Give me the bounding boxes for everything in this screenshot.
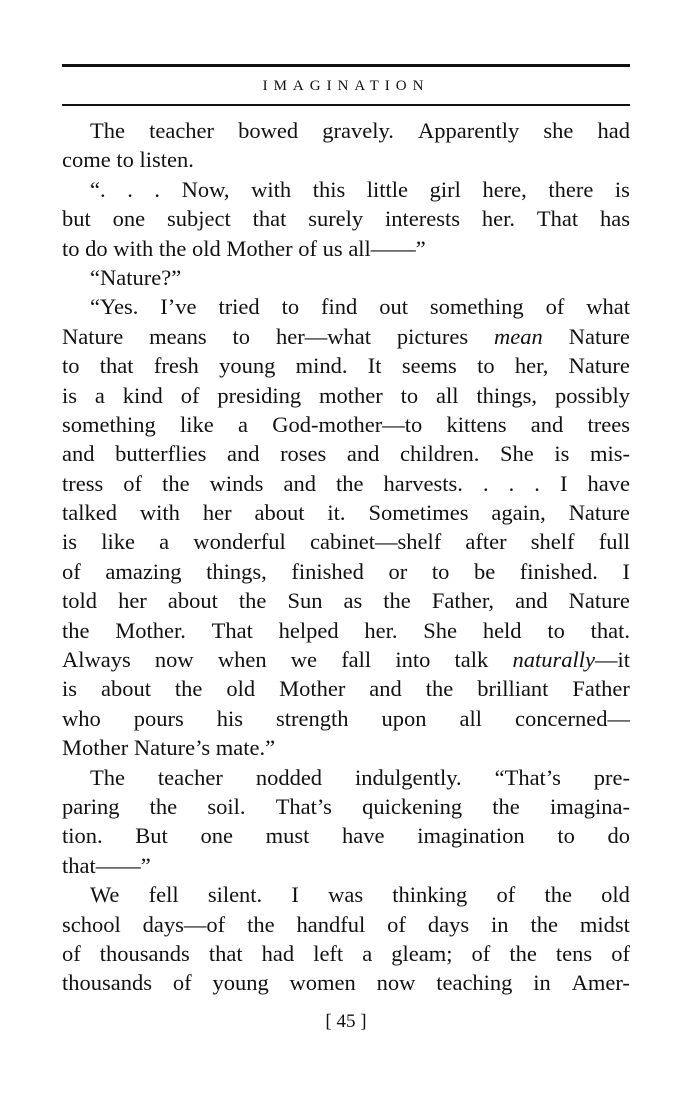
word: But <box>135 823 168 849</box>
word: and <box>515 588 548 614</box>
word: here, <box>482 176 527 202</box>
word: of <box>180 382 200 408</box>
word: her, <box>514 353 549 379</box>
word: and <box>369 676 402 702</box>
word: fresh <box>153 353 199 379</box>
word: the <box>492 793 520 819</box>
word: in <box>533 970 551 996</box>
word: the <box>174 676 203 702</box>
word: the <box>247 911 275 937</box>
word: The <box>90 118 125 143</box>
word: Apparently <box>418 118 520 143</box>
word: days—of <box>142 911 226 937</box>
word: Nature <box>62 323 124 349</box>
word: mind. <box>295 353 348 379</box>
word: of <box>123 470 143 496</box>
word: who <box>62 705 101 731</box>
word: things, <box>476 382 538 408</box>
text-line <box>62 234 630 263</box>
running-head: IMAGINATION <box>262 78 430 94</box>
word: Sometimes <box>368 500 469 526</box>
text-line <box>62 263 630 292</box>
word: a <box>238 411 248 437</box>
text-line <box>62 292 630 321</box>
text-line <box>62 733 630 762</box>
word: pre- <box>593 764 630 790</box>
word: teacher <box>149 118 215 143</box>
word: midst <box>579 911 630 937</box>
body-text <box>62 116 630 998</box>
word: must <box>265 823 310 849</box>
word: harvests. <box>383 470 463 496</box>
word: to <box>62 235 80 261</box>
word: days <box>427 911 470 937</box>
word: teacher <box>157 764 223 790</box>
word: mis- <box>589 441 630 467</box>
word: her <box>118 588 147 614</box>
word: “Yes. <box>90 294 139 320</box>
word: her <box>202 500 232 526</box>
word: wonderful <box>193 529 286 555</box>
word: I <box>559 470 568 496</box>
text-line <box>62 910 630 939</box>
word: naturally—it <box>512 647 630 673</box>
word: like <box>101 529 135 555</box>
word: of <box>611 940 630 966</box>
word: She <box>499 441 534 467</box>
word: the <box>149 793 178 819</box>
word: silent. <box>207 882 263 908</box>
word: Always <box>62 647 131 673</box>
word: God-mother—to <box>272 411 423 437</box>
word: Mother <box>62 735 129 761</box>
word: all <box>436 382 459 408</box>
word: the <box>425 676 454 702</box>
word: of <box>496 882 516 908</box>
word: . <box>508 470 515 496</box>
word: what <box>586 294 630 320</box>
word: . <box>127 176 133 202</box>
word: pictures <box>396 323 469 349</box>
word: the <box>336 470 364 496</box>
text-line <box>62 674 630 703</box>
word: of <box>62 940 81 966</box>
word: a <box>362 940 373 966</box>
word: . <box>154 176 161 202</box>
word: do <box>607 823 630 849</box>
word: that <box>99 353 134 379</box>
word: the <box>62 617 90 643</box>
word: old <box>601 882 630 908</box>
word: is <box>62 529 78 555</box>
word: now <box>154 647 194 673</box>
word: of <box>387 911 406 937</box>
word: thousands <box>99 940 190 966</box>
word: into <box>395 647 431 673</box>
word: Now, <box>181 176 230 202</box>
text-line <box>62 527 630 556</box>
text-line <box>62 145 630 174</box>
word: roses <box>280 441 327 467</box>
word: the <box>162 470 190 496</box>
word: children. <box>400 441 480 467</box>
text-line <box>62 645 630 674</box>
word: do <box>85 235 108 261</box>
word: again, <box>491 500 546 526</box>
word: to <box>62 353 80 379</box>
text-line <box>62 792 630 821</box>
word: to <box>400 382 419 408</box>
word: We <box>90 882 120 908</box>
word: a <box>94 382 105 408</box>
word: brilliant <box>477 676 549 702</box>
word: young <box>212 970 269 996</box>
word: and <box>283 470 316 496</box>
word: of <box>172 970 192 996</box>
word: old <box>226 676 256 702</box>
word: of <box>62 558 81 584</box>
word: Mother <box>226 235 293 261</box>
word: something <box>429 294 524 320</box>
word: paring <box>62 793 120 819</box>
word: fell <box>148 882 179 908</box>
text-line <box>62 381 630 410</box>
header-rule-bottom <box>62 104 630 106</box>
word: something <box>62 411 156 437</box>
word: thousands <box>62 970 152 996</box>
word: and <box>62 441 95 467</box>
word: little <box>366 176 409 202</box>
word: school <box>62 911 121 937</box>
word: gravely. <box>322 118 394 143</box>
word: a <box>159 529 170 555</box>
word: nodded <box>255 764 323 790</box>
word: to <box>116 147 134 173</box>
word: in <box>491 911 509 937</box>
word: is <box>554 441 570 467</box>
word: or <box>388 558 408 584</box>
word: of <box>471 940 491 966</box>
text-line <box>62 851 630 880</box>
word: It <box>367 353 382 379</box>
word: that. <box>590 617 630 643</box>
word: talked <box>62 500 117 526</box>
word: held <box>482 617 522 643</box>
word: butterflies <box>115 441 207 467</box>
word: young <box>219 353 276 379</box>
word: strength <box>276 705 349 731</box>
word: she <box>543 118 574 143</box>
word: soil. <box>207 793 246 819</box>
word: subject <box>166 206 231 232</box>
word: cabinet—shelf <box>310 529 442 555</box>
text-line <box>62 498 630 527</box>
word: listen. <box>139 147 194 173</box>
word: gleam; <box>391 940 453 966</box>
word: trees <box>587 411 630 437</box>
word: women <box>289 970 356 996</box>
text-line <box>62 322 630 351</box>
word: Amer- <box>571 970 630 996</box>
word: of <box>298 235 318 261</box>
word: thinking <box>392 882 468 908</box>
word: had <box>597 118 630 143</box>
word: kittens <box>446 411 507 437</box>
word: but <box>62 206 91 232</box>
word: had <box>261 940 295 966</box>
word: with <box>139 500 180 526</box>
word: to <box>547 617 565 643</box>
word: this <box>312 176 346 202</box>
word: winds <box>209 470 264 496</box>
word: her. <box>481 206 516 232</box>
word: teaching <box>436 970 513 996</box>
word: amazing <box>105 558 182 584</box>
word: imagina- <box>549 793 630 819</box>
word: when <box>217 647 267 673</box>
word: Mother. <box>115 617 186 643</box>
word: the <box>383 588 411 614</box>
word: I <box>291 882 299 908</box>
word: with <box>251 176 292 202</box>
word: Nature <box>568 323 630 349</box>
word: tens <box>555 940 593 966</box>
word: have <box>587 470 630 496</box>
word: is <box>614 176 630 202</box>
word: presiding <box>217 382 302 408</box>
word: Nature’s <box>133 735 211 761</box>
word: “. <box>90 176 106 202</box>
text-line <box>62 968 630 997</box>
word: the <box>158 235 187 261</box>
word: tress <box>62 470 104 496</box>
word: his <box>216 705 244 731</box>
word: concerned— <box>515 705 630 731</box>
word: surely <box>308 206 364 232</box>
text-line <box>62 204 630 233</box>
text-line <box>62 880 630 909</box>
text-line <box>62 175 630 204</box>
header-rule-top <box>62 64 630 67</box>
page-number: [ 45 ] <box>325 1011 367 1032</box>
word: Mother <box>279 676 346 702</box>
word: all <box>459 705 483 731</box>
text-line <box>62 116 630 145</box>
word: that <box>208 940 243 966</box>
word: that——” <box>62 852 151 878</box>
word: about <box>254 500 305 526</box>
word: . <box>534 470 540 496</box>
word: “That’s <box>494 764 561 790</box>
word: . <box>482 470 489 496</box>
word: come <box>62 147 111 173</box>
word: I’ve <box>160 294 197 320</box>
word: girl <box>429 176 461 202</box>
word: it. <box>327 500 346 526</box>
word: find <box>321 294 358 320</box>
text-line <box>62 557 630 586</box>
word: tion. <box>62 823 103 849</box>
word: I <box>622 558 630 584</box>
word: The <box>90 764 125 790</box>
word: us <box>322 235 343 261</box>
word: her—what <box>275 323 371 349</box>
word: with <box>113 235 154 261</box>
word: like <box>180 411 214 437</box>
word: left <box>313 940 344 966</box>
word: out <box>379 294 408 320</box>
word: talk <box>454 647 489 673</box>
word: has <box>599 206 630 232</box>
word: finished <box>291 558 364 584</box>
word: is <box>62 382 78 408</box>
word: bowed <box>238 118 299 143</box>
word: have <box>342 823 385 849</box>
word: fall <box>341 647 372 673</box>
word: to <box>557 823 575 849</box>
word: about <box>100 676 151 702</box>
word: mate.” <box>215 735 276 761</box>
word: helped <box>278 617 339 643</box>
word: to <box>232 323 251 349</box>
word: old <box>192 235 221 261</box>
word: Nature <box>568 588 630 614</box>
word: the <box>509 940 537 966</box>
text-line <box>62 410 630 439</box>
word: that <box>252 206 287 232</box>
word: after <box>465 529 507 555</box>
word: the <box>530 911 558 937</box>
word: all——” <box>348 235 426 261</box>
word: one <box>112 206 146 232</box>
word: That <box>211 617 253 643</box>
word: Father <box>572 676 630 702</box>
text-line <box>62 821 630 850</box>
word: one <box>200 823 233 849</box>
word: her. <box>364 617 398 643</box>
word: upon <box>381 705 427 731</box>
text-line <box>62 439 630 468</box>
word: Nature <box>568 500 630 526</box>
word: and <box>530 411 564 437</box>
text-line <box>62 586 630 615</box>
word: now <box>376 970 416 996</box>
word: mean <box>494 323 543 349</box>
text-line <box>62 469 630 498</box>
word: handful <box>296 911 366 937</box>
word: indulgently. <box>355 764 462 790</box>
word: about <box>167 588 218 614</box>
word: quickening <box>362 793 463 819</box>
word: we <box>290 647 318 673</box>
word: be <box>473 558 496 584</box>
word: seems <box>401 353 457 379</box>
text-line <box>62 351 630 380</box>
word: and <box>226 441 260 467</box>
word: Sun <box>287 588 323 614</box>
word: of <box>545 294 565 320</box>
word: “Nature?” <box>90 264 182 290</box>
word: to <box>477 353 495 379</box>
word: things, <box>206 558 267 584</box>
word: tried <box>218 294 260 320</box>
word: Father, <box>431 588 495 614</box>
word: and <box>346 441 380 467</box>
word: Nature <box>568 353 630 379</box>
word: to <box>431 558 450 584</box>
word: as <box>343 588 363 614</box>
text-line <box>62 763 630 792</box>
text-line <box>62 939 630 968</box>
word: the <box>238 588 267 614</box>
text-line <box>62 704 630 733</box>
word: told <box>62 588 98 614</box>
word: full <box>598 529 630 555</box>
word: finished. <box>519 558 598 584</box>
word: interests <box>385 206 461 232</box>
word: kind <box>122 382 163 408</box>
word: That’s <box>275 793 332 819</box>
word: is <box>62 676 78 702</box>
word: was <box>328 882 364 908</box>
word: possibly <box>554 382 630 408</box>
word: pours <box>133 705 184 731</box>
word: imagination <box>417 823 525 849</box>
text-line <box>62 616 630 645</box>
word: shelf <box>530 529 575 555</box>
word: She <box>423 617 458 643</box>
word: to <box>281 294 300 320</box>
word: the <box>544 882 572 908</box>
word: means <box>149 323 207 349</box>
word: there <box>548 176 594 202</box>
word: mother <box>318 382 383 408</box>
word: That <box>536 206 579 232</box>
